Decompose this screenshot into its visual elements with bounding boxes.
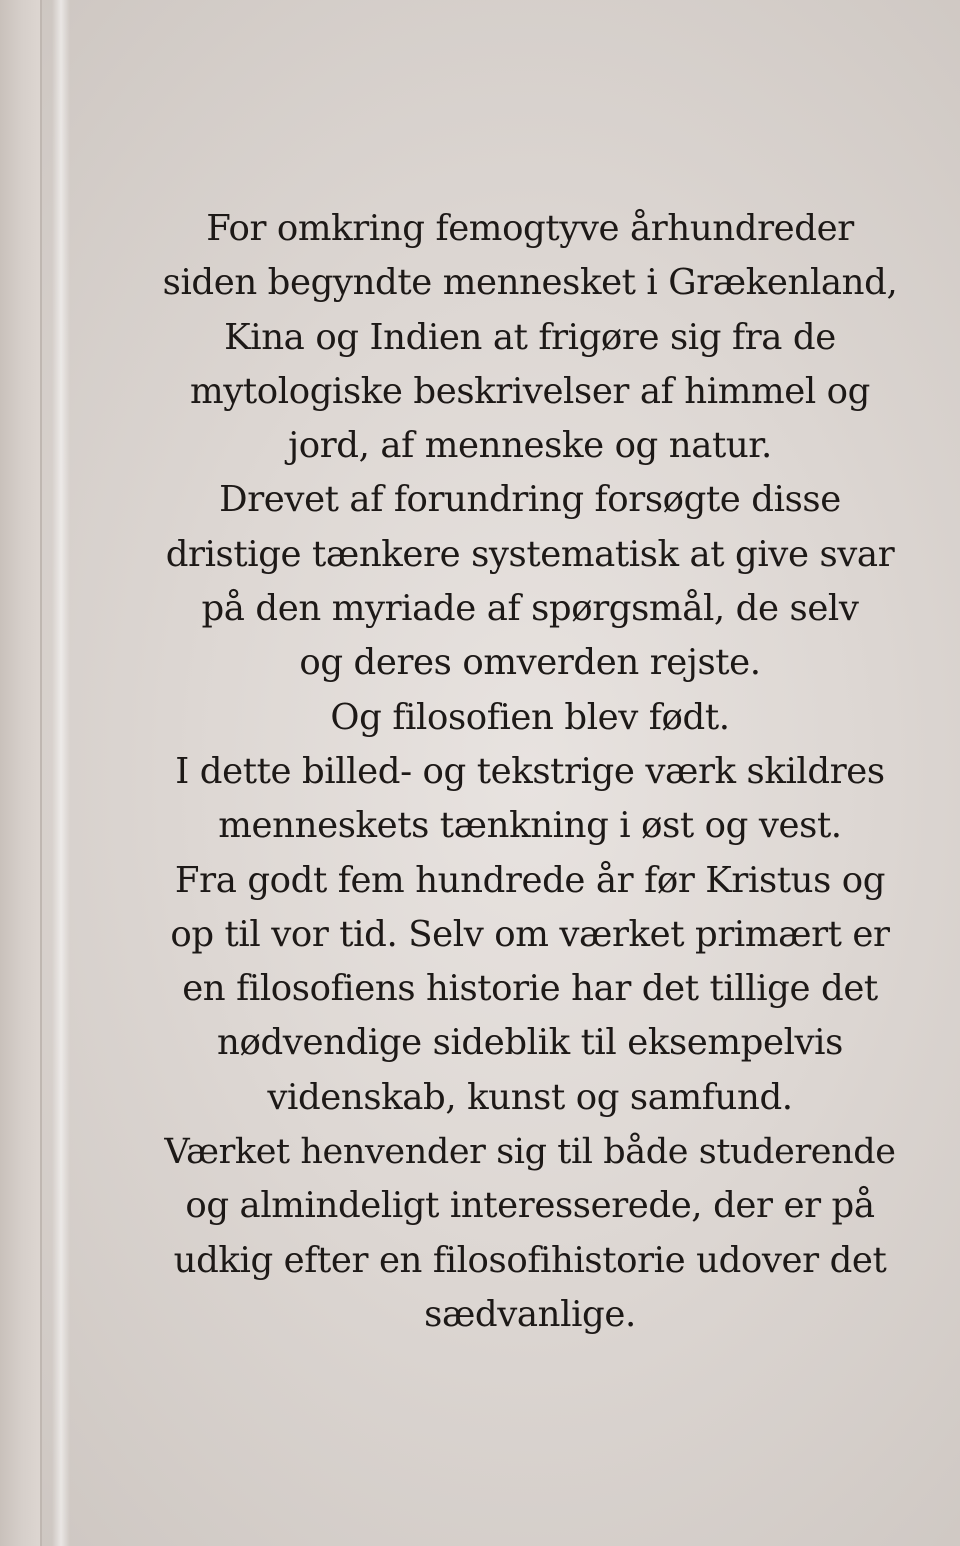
blurb-line: For omkring femogtyve århundreder <box>206 208 854 249</box>
blurb-line: Drevet af forundring forsøgte disse <box>219 479 841 521</box>
spine-edge <box>40 0 42 1546</box>
blurb-line: Værket henvender sig til både studerende <box>164 1132 896 1173</box>
blurb-line: en filosofiens historie har det tillige det <box>182 968 878 1010</box>
blurb-line: sædvanlige. <box>424 1293 636 1335</box>
blurb-line: mytologiske beskrivelser af himmel og <box>190 370 870 412</box>
blurb-line: Og filosofien blev født. <box>330 696 730 738</box>
blurb-line: nødvendige sideblik til eksempelvis <box>217 1022 843 1064</box>
blurb-line: dristige tænkere systematisk at give svar <box>165 533 895 575</box>
blurb-line: og almindeligt interesserede, der er på <box>185 1185 875 1227</box>
blurb-line: op til vor tid. Selv om værket primært er <box>170 913 890 955</box>
blurb-line: på den myriade af spørgsmål, de selv <box>201 588 859 630</box>
blurb-text <box>160 202 900 1342</box>
blurb-line: jord, af menneske og natur. <box>288 425 772 467</box>
spine-shadow <box>0 0 40 1546</box>
spine-highlight <box>52 0 70 1546</box>
blurb-line: videnskab, kunst og samfund. <box>267 1076 793 1118</box>
blurb-line: Kina og Indien at frigøre sig fra de <box>224 316 836 358</box>
blurb-line: siden begyndte mennesket i Grækenland, <box>162 262 898 304</box>
blurb-line: menneskets tænkning i øst og vest. <box>218 805 842 847</box>
blurb-line: udkig efter en filosofihistorie udover det <box>173 1239 887 1281</box>
blurb-line: Fra godt fem hundrede år før Kristus og <box>174 859 886 901</box>
blurb-line: og deres omverden rejste. <box>299 642 761 684</box>
blurb-line: I dette billed- og tekstrige værk skildres <box>175 750 885 792</box>
